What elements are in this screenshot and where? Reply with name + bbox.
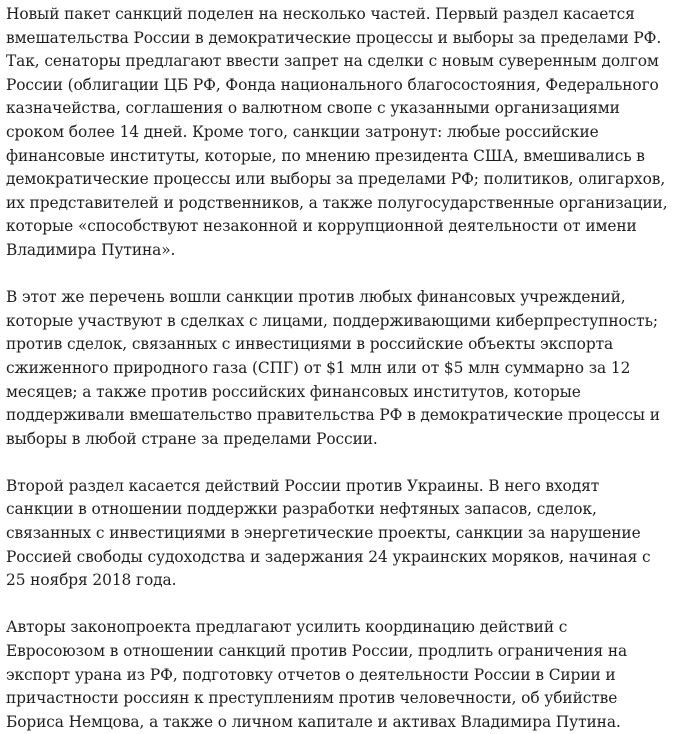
paragraph-authors-proposals: Авторы законопроекта предлагают усилить координацию действий с Евросоюзом в отношении санкций против России, продлить ограничения на экспорт урана из РФ, подготовку отчетов о деятельности России в Сирии и причастности россиян к преступлениям против человечности, об убийстве Бориса Немцова, а также о личном капитале и активах Владимира Путина. — [6, 618, 628, 731]
paragraph-first-section: Новый пакет санкций поделен на несколько частей. Первый раздел касается вмешательства России в демократические процессы и выборы за пределами РФ. Так, сенаторы предлагают ввести запрет на сделки с новым суверенным долгом России (облигации ЦБ РФ, Фонда национального благосостояния, Федерального казначейства, соглашения о валютном свопе с указанными организациями сроком более 14 дней. Кроме того, санкции затронут: любые российские финансовые институты, которые, по мнению президента США, вмешивались в демократические процессы или выборы за пределами РФ; политиков, олигархов, их представителей и родственников, а также полугосударственные организации, которые «способствуют незаконной и коррупционной деятельности от имени Владимира Путина». — [6, 5, 668, 259]
article-body — [6, 3, 670, 734]
paragraph-sanctions-list: В этот же перечень вошли санкции против любых финансовых учреждений, которые участвуют в сделках с лицами, поддерживающими киберпреступность; против сделок, связанных с инвестициями в российские объекты экспорта сжиженного природного газа (СПГ) от $1 млн или от $5 млн суммарно за 12 месяцев; а также против российских финансовых институтов, которые поддерживали вмешательство правительства РФ в демократические процессы и выборы в любой стране за пределами России. — [6, 288, 660, 448]
paragraph-second-section: Второй раздел касается действий России против Украины. В него входят санкции в отношении поддержки разработки нефтяных запасов, сделок, связанных с инвестициями в энергетические проекты, санкции за нарушение Россией свободы судоходства и задержания 24 украинских моряков, начиная с 25 ноября 2018 года. — [6, 476, 651, 590]
